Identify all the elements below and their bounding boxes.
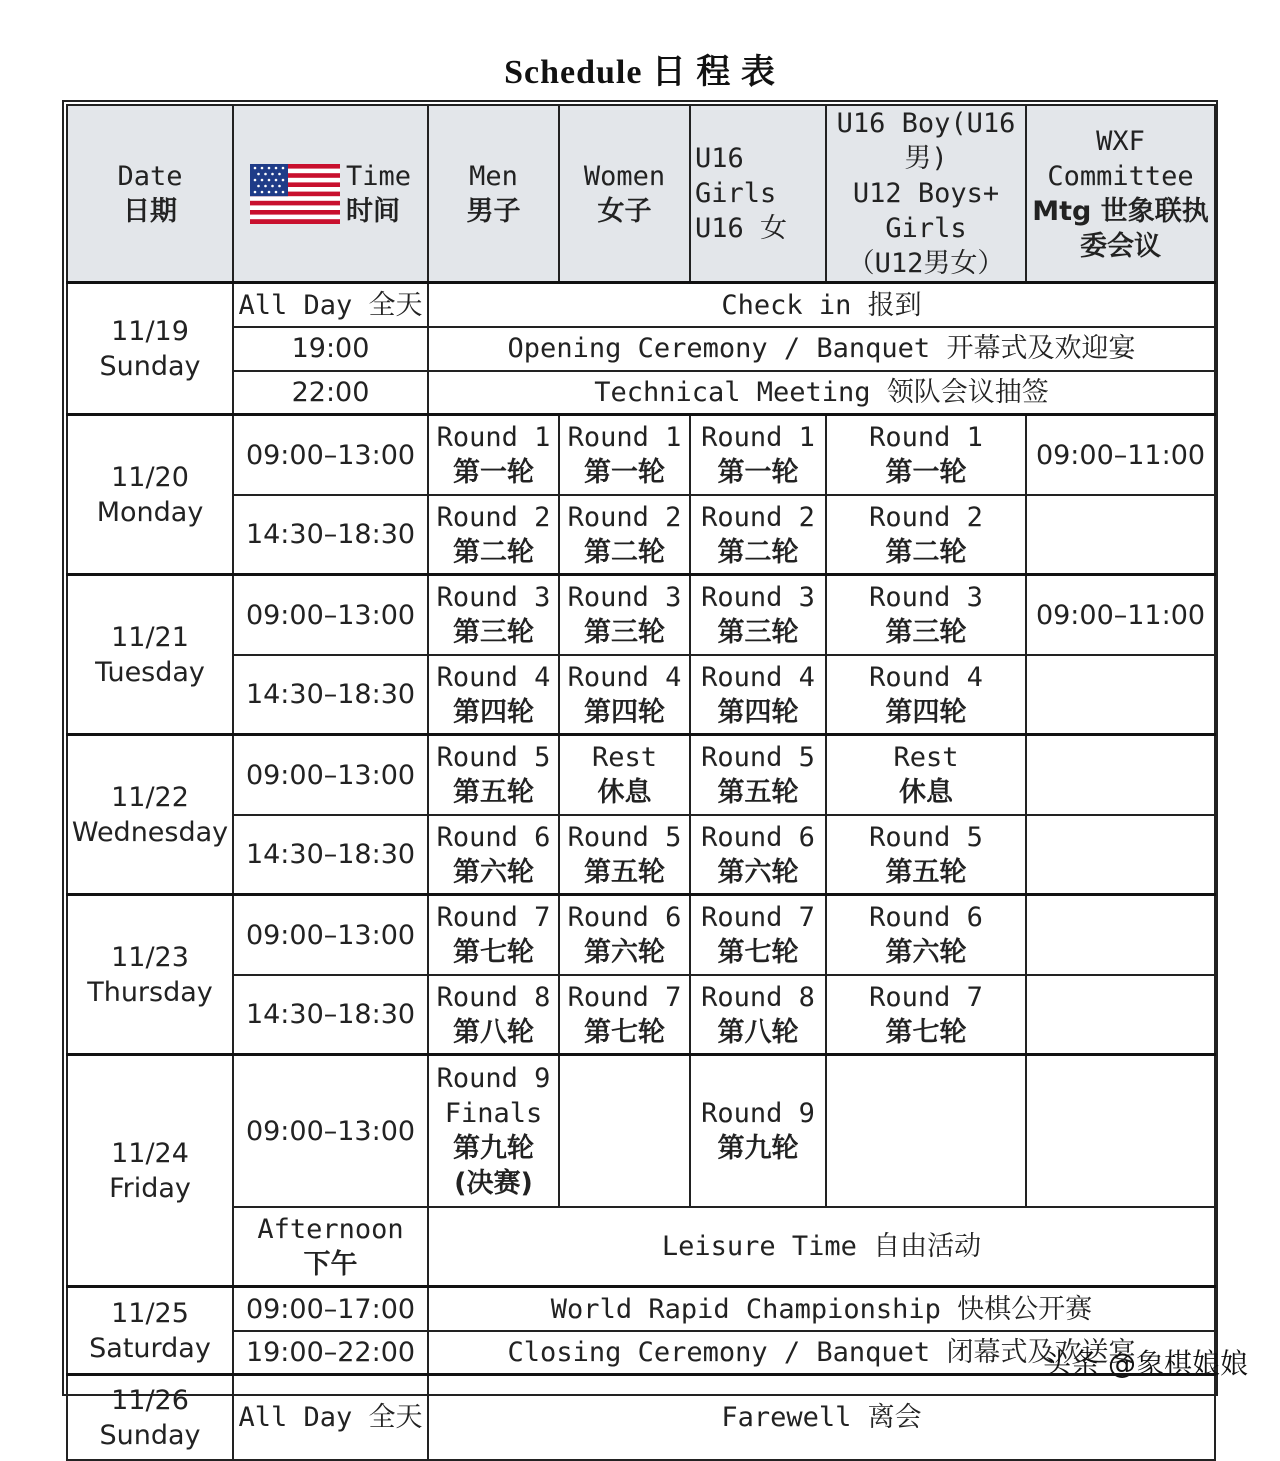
row-1121-pm: [67, 655, 1215, 735]
row-1119-allday: [67, 283, 1215, 327]
time-cell: 14:30–18:30: [233, 815, 428, 895]
round-cell: Round 9 第九轮: [690, 1055, 826, 1207]
page-title: Schedule 日 程 表: [504, 54, 776, 91]
round-cell: Round 1 第一轮: [690, 415, 826, 495]
round-cell: Round 4 第四轮: [428, 655, 559, 735]
header-men: Men 男子: [428, 105, 559, 283]
row-1125-rapid: [67, 1287, 1215, 1331]
round-cell: Round 6 第六轮: [559, 895, 690, 975]
event-opening: Opening Ceremony / Banquet 开幕式及欢迎宴: [428, 327, 1215, 371]
event-leisure: Leisure Time 自由活动: [428, 1207, 1215, 1287]
row-1119-2200: [67, 371, 1215, 415]
event-closing: Closing Ceremony / Banquet 闭幕式及欢送宴: [428, 1331, 1215, 1375]
time-cell: 09:00–13:00: [233, 895, 428, 975]
us-flag-icon: [250, 164, 340, 224]
event-rapid: World Rapid Championship 快棋公开赛: [428, 1287, 1215, 1331]
row-1120-am: [67, 415, 1215, 495]
round-cell: Round 2 第二轮: [826, 495, 1026, 575]
date-1121: 11/21 Tuesday: [67, 575, 233, 735]
row-1124-pm: [67, 1207, 1215, 1287]
round-cell: Round 6 第六轮: [826, 895, 1026, 975]
event-farewell: Farewell 离会: [428, 1375, 1215, 1460]
round-cell: Round 8 第八轮: [428, 975, 559, 1055]
time-cell: 14:30–18:30: [233, 975, 428, 1055]
empty-cell: [1026, 895, 1215, 975]
round-cell: Round 7 第七轮: [690, 895, 826, 975]
header-row: [67, 105, 1215, 283]
round-cell: Round 1 第一轮: [559, 415, 690, 495]
time-cell: 14:30–18:30: [233, 655, 428, 735]
round-cell: Round 4 第四轮: [690, 655, 826, 735]
row-1122-am: [67, 735, 1215, 815]
time-cell: 09:00–13:00: [233, 1055, 428, 1207]
round-cell: Round 3 第三轮: [559, 575, 690, 655]
row-1119-1900: [67, 327, 1215, 371]
event-checkin: Check in 报到: [428, 283, 1215, 327]
empty-cell: [1026, 815, 1215, 895]
row-1120-pm: [67, 495, 1215, 575]
row-1123-am: [67, 895, 1215, 975]
date-1122: 11/22 Wednesday: [67, 735, 233, 895]
header-time: Time 时间: [233, 105, 428, 283]
date-1120: 11/20 Monday: [67, 415, 233, 575]
time-cell: All Day 全天: [233, 283, 428, 327]
row-1126: [67, 1375, 1215, 1460]
empty-cell: [1026, 1055, 1215, 1207]
round-cell: Round 5 第五轮: [690, 735, 826, 815]
round-cell: Round 7 第七轮: [826, 975, 1026, 1055]
date-1126: 11/26 Sunday: [67, 1375, 233, 1460]
round-cell: Round 2 第二轮: [559, 495, 690, 575]
header-wxf: WXF Committee Mtg 世象联执 委会议: [1026, 105, 1215, 283]
round-cell: Round 3 第三轮: [826, 575, 1026, 655]
time-cell: 09:00–13:00: [233, 415, 428, 495]
row-1122-pm: [67, 815, 1215, 895]
round-cell: Round 4 第四轮: [559, 655, 690, 735]
rest-cell: Rest 休息: [559, 735, 690, 815]
wxf-time-cell: 09:00–11:00: [1026, 575, 1215, 655]
row-1121-am: [67, 575, 1215, 655]
empty-cell: [1026, 495, 1215, 575]
round-cell: Round 3 第三轮: [690, 575, 826, 655]
round-cell: Round 7 第七轮: [428, 895, 559, 975]
row-1123-pm: [67, 975, 1215, 1055]
header-women: Women 女子: [559, 105, 690, 283]
empty-cell: [826, 1055, 1026, 1207]
round-cell: Round 3 第三轮: [428, 575, 559, 655]
time-cell: 22:00: [233, 371, 428, 415]
round-cell: Round 8 第八轮: [690, 975, 826, 1055]
round-cell: Round 1 第一轮: [428, 415, 559, 495]
round-cell: Round 7 第七轮: [559, 975, 690, 1055]
date-1125: 11/25 Saturday: [67, 1287, 233, 1375]
time-cell: 19:00: [233, 327, 428, 371]
empty-cell: [1026, 735, 1215, 815]
schedule-table: [66, 104, 1216, 1461]
round-final-cell: Round 9 Finals 第九轮 (决赛): [428, 1055, 559, 1207]
date-1123: 11/23 Thursday: [67, 895, 233, 1055]
header-u16-girls: U16 Girls U16 女: [690, 105, 826, 283]
date-1119: 11/19 Sunday: [67, 283, 233, 415]
rest-cell: Rest 休息: [826, 735, 1026, 815]
time-cell: All Day 全天: [233, 1375, 428, 1460]
round-cell: Round 5 第五轮: [559, 815, 690, 895]
header-u16-boy: U16 Boy(U16男) U12 Boys+ Girls （U12男女）: [826, 105, 1026, 283]
round-cell: Round 4 第四轮: [826, 655, 1026, 735]
round-cell: Round 1 第一轮: [826, 415, 1026, 495]
row-1124-am: [67, 1055, 1215, 1207]
event-technical: Technical Meeting 领队会议抽签: [428, 371, 1215, 415]
round-cell: Round 6 第六轮: [690, 815, 826, 895]
watermark-text: 头条 @象棋娘娘: [1043, 1347, 1248, 1380]
time-cell: 09:00–17:00: [233, 1287, 428, 1331]
round-cell: Round 5 第五轮: [428, 735, 559, 815]
date-1124: 11/24 Friday: [67, 1055, 233, 1287]
round-cell: Round 2 第二轮: [428, 495, 559, 575]
time-cell: 09:00–13:00: [233, 575, 428, 655]
time-cell: 09:00–13:00: [233, 735, 428, 815]
empty-cell: [559, 1055, 690, 1207]
time-cell: Afternoon 下午: [233, 1207, 428, 1287]
round-cell: Round 6 第六轮: [428, 815, 559, 895]
empty-cell: [1026, 975, 1215, 1055]
header-date: Date 日期: [67, 105, 233, 283]
empty-cell: [1026, 655, 1215, 735]
time-cell: 19:00–22:00: [233, 1331, 428, 1375]
round-cell: Round 5 第五轮: [826, 815, 1026, 895]
round-cell: Round 2 第二轮: [690, 495, 826, 575]
wxf-time-cell: 09:00–11:00: [1026, 415, 1215, 495]
time-cell: 14:30–18:30: [233, 495, 428, 575]
